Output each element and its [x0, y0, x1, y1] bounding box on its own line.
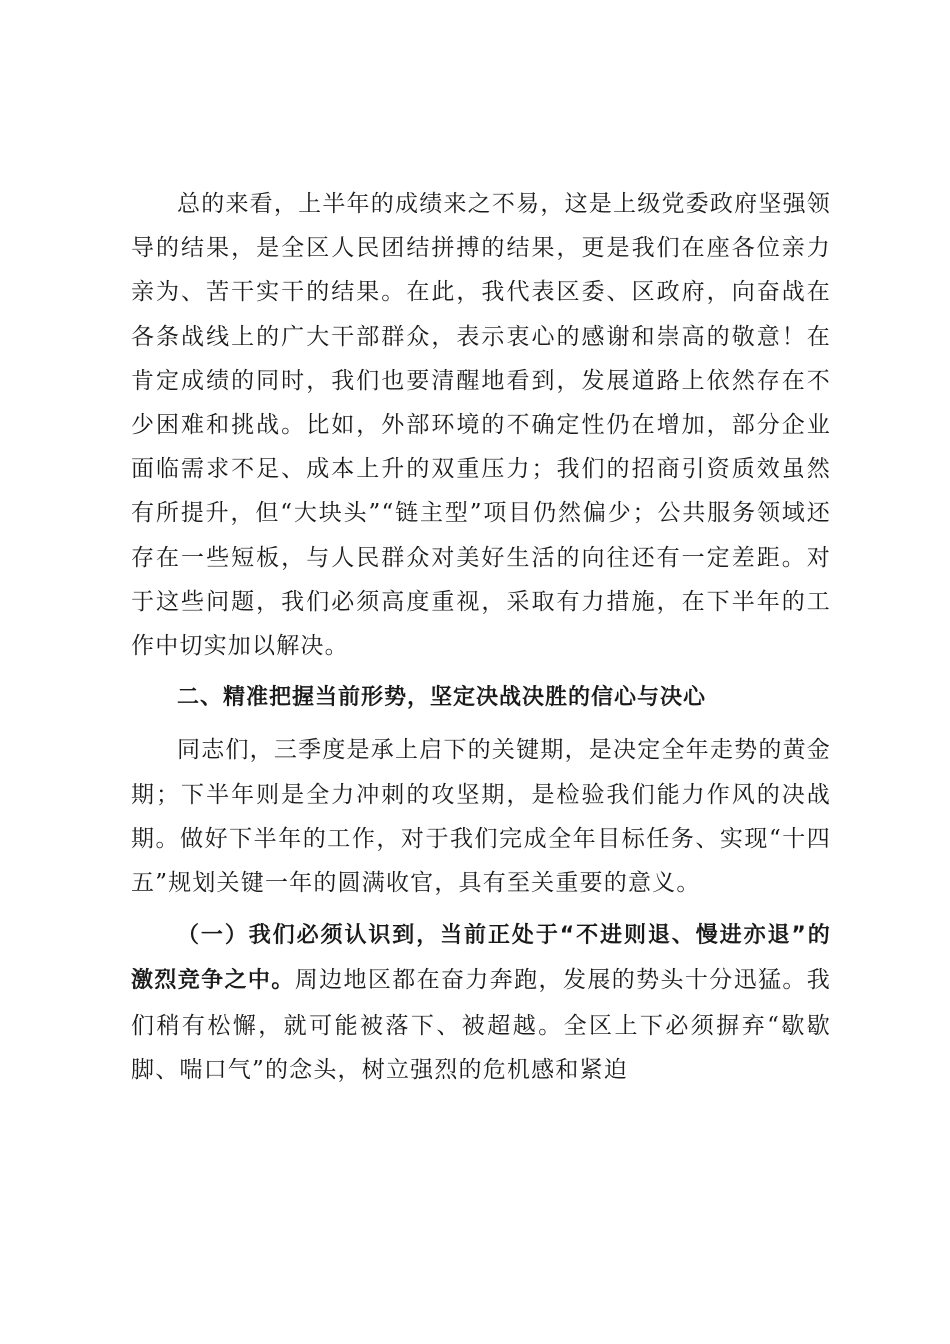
paragraph-situation: 同志们，三季度是承上启下的关键期，是决定全年走势的黄金期；下半年则是全力冲刺的攻坚期，是检验我们能力作风的决战期。做好下半年的工作，对于我们完成全年目标任务、实现“十四五”规划关键一年的圆满收官，具有至关重要的意义。 — [131, 737, 831, 897]
point-1-lead: （一）我们必须认识到，当前正处于“不进则退、慢进亦退”的激烈竞争之中。 — [131, 923, 831, 994]
document-body — [131, 182, 831, 1100]
point-1-text: 周边地区都在奋力奔跑，发展的势头十分迅猛。我们稍有松懈，就可能被落下、被超越。全区上下必须摒弃“歇歇脚、喘口气”的念头，树立强烈的危机感和紧迫 — [131, 967, 831, 1083]
paragraph-point-1 — [131, 913, 831, 1092]
paragraph-summary: 总的来看，上半年的成绩来之不易，这是上级党委政府坚强领导的结果，是全区人民团结拼搏的结果，更是我们在座各位亲力亲为、苦干实干的结果。在此，我代表区委、区政府，向奋战在各条战线上的广大干部群众，表示衷心的感谢和崇高的敬意！在肯定成绩的同时，我们也要清醒地看到，发展道路上依然存在不少困难和挑战。比如，外部环境的不确定性仍在增加，部分企业面临需求不足、成本上升的双重压力；我们的招商引资质效虽然有所提升，但“大块头”“链主型”项目仍然偏少；公共服务领域还存在一些短板，与人民群众对美好生活的向往还有一定差距。对于这些问题，我们必须高度重视，采取有力措施，在下半年的工作中切实加以解决。 — [131, 191, 831, 660]
section-heading-2: 二、精准把握当前形势，坚定决战决胜的信心与决心 — [177, 685, 707, 711]
